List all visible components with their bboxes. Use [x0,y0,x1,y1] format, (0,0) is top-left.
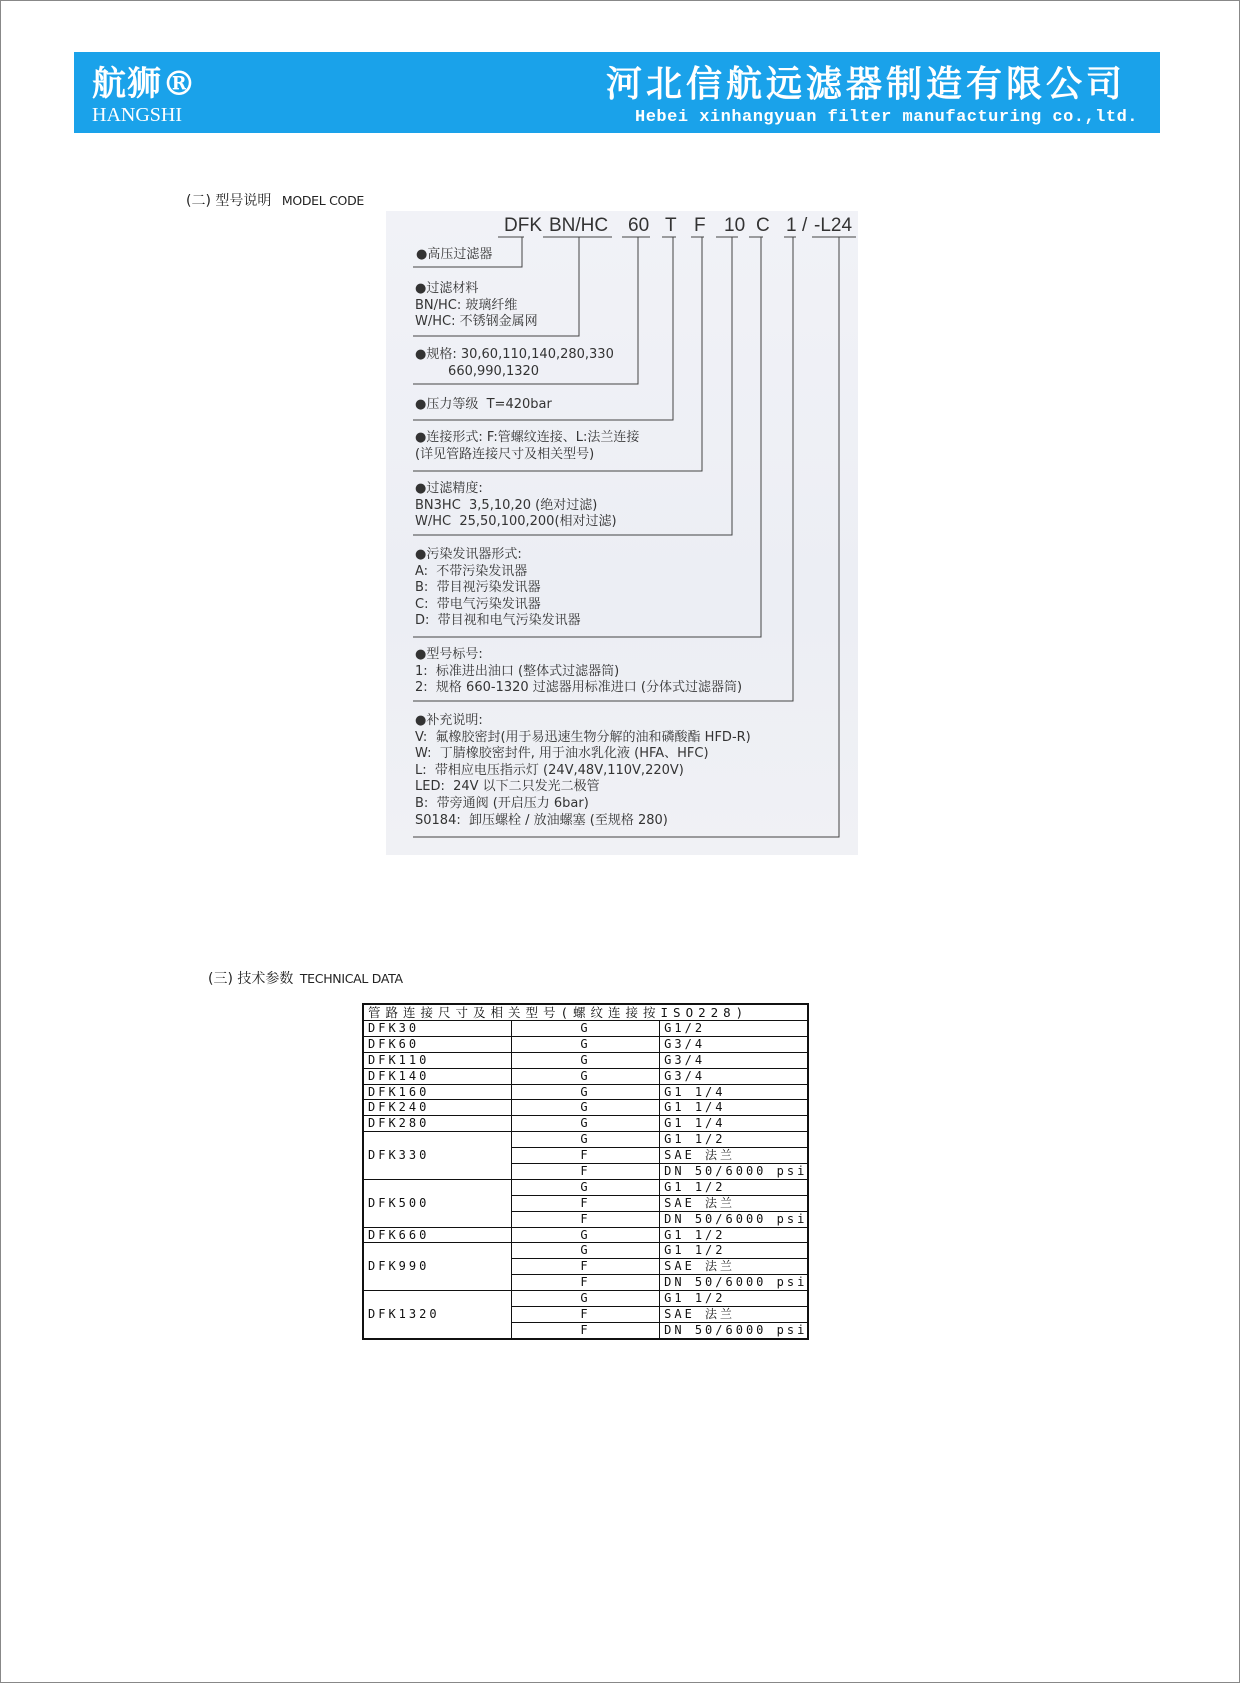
code-group-pressure [415,397,552,414]
technical-data-heading-cn: (三) 技术参数 [208,971,294,987]
spec-cell: DN 50/6000 psi [660,1322,808,1338]
spec-cell: DN 50/6000 psi [660,1164,808,1180]
thread-type-cell: G [511,1021,659,1037]
model-cell: DFK160 [363,1084,511,1100]
table-row [363,1084,808,1100]
group-line: ●规格: 30,60,110,140,280,330 [415,347,614,362]
spec-cell: G3/4 [660,1052,808,1068]
group-line: ●补充说明: [415,713,483,728]
group-line: 2: 规格 660-1320 过滤器用标准进口 (分体式过滤器筒) [415,680,743,696]
table-row [363,1068,808,1084]
connection-table [362,1003,809,1340]
table-row [363,1036,808,1052]
thread-type-cell: F [511,1259,659,1275]
thread-type-cell: F [511,1275,659,1291]
thread-type-cell: G [511,1243,659,1259]
code-group-connection [415,430,639,463]
code-group-precision [415,481,617,531]
table-row [363,1227,808,1243]
spec-cell: G3/4 [660,1036,808,1052]
model-cell: DFK330 [363,1132,511,1180]
model-cell: DFK660 [363,1227,511,1243]
code-group-material [415,281,538,331]
spec-cell: DN 50/6000 psi [660,1275,808,1291]
code-part-pressure: T [665,215,677,236]
model-cell: DFK60 [363,1036,511,1052]
thread-type-cell: G [511,1100,659,1116]
group-line: S0184: 卸压螺栓 / 放油螺塞 (至规格 280) [415,812,668,828]
model-cell: DFK990 [363,1243,511,1291]
code-part-extra: -L24 [814,215,853,236]
group-line: ●过滤材料 [415,281,479,296]
table-row [363,1291,808,1307]
table-row [363,1179,808,1195]
group-line: ●连接形式: F:管螺纹连接、L:法兰连接 [415,430,640,445]
group-line: B: 带目视污染发讯器 [415,580,541,596]
thread-type-cell: G [511,1068,659,1084]
group-line: V: 氟橡胶密封(用于易迅速生物分解的油和磷酸酯 HFD-R) [415,729,751,745]
group-line: (详见管路连接尺寸及相关型号) [415,446,595,462]
model-cell: DFK240 [363,1100,511,1116]
spec-cell: DN 50/6000 psi [660,1211,808,1227]
code-group-filter-type [416,247,492,264]
group-line: W: 丁腈橡胶密封件, 用于油水乳化液 (HFA、HFC) [415,746,709,762]
brand-name-en: HANGSHI [92,104,182,126]
thread-type-cell: G [511,1227,659,1243]
group-line: A: 不带污染发讯器 [415,563,528,579]
group-line: ●型号标号: [415,647,483,662]
model-cell: DFK110 [363,1052,511,1068]
spec-cell: G1/2 [660,1021,808,1037]
group-line: 660,990,1320 [415,363,540,379]
model-cell: DFK30 [363,1021,511,1037]
table-row [363,1021,808,1037]
model-cell: DFK140 [363,1068,511,1084]
header-banner [74,52,1160,133]
thread-type-cell: F [511,1211,659,1227]
thread-type-cell: F [511,1164,659,1180]
thread-type-cell: G [511,1132,659,1148]
model-cell: DFK500 [363,1179,511,1227]
group-line: ●污染发讯器形式: [415,547,522,562]
model-cell: DFK1320 [363,1291,511,1339]
spec-cell: G1 1/2 [660,1291,808,1307]
code-part-separator: / [802,215,808,236]
code-part-indicator: C [756,215,770,236]
group-line: W/HC: 不锈钢金属网 [415,314,538,330]
spec-cell: SAE 法兰 [660,1148,808,1164]
thread-type-cell: G [511,1116,659,1132]
group-line: C: 带电气污染发讯器 [415,596,541,612]
thread-type-cell: G [511,1084,659,1100]
model-code-diagram [386,211,858,855]
table-title: 管路连接尺寸及相关型号(螺纹连接按ISO228) [363,1004,808,1021]
thread-type-cell: F [511,1307,659,1323]
company-name-en: Hebei xinhangyuan filter manufacturing co.,ltd. [635,108,1138,127]
spec-cell: G3/4 [660,1068,808,1084]
spec-cell: G1 1/2 [660,1179,808,1195]
table-row [363,1243,808,1259]
company-name-cn: 河北信航远滤器制造有限公司 [605,63,1126,105]
spec-cell: SAE 法兰 [660,1307,808,1323]
group-line: 1: 标准进出油口 (整体式过滤器筒) [415,663,620,679]
spec-cell: G1 1/2 [660,1243,808,1259]
code-group-indicator [415,547,581,630]
thread-type-cell: G [511,1291,659,1307]
group-line: ●高压过滤器 [416,247,493,262]
model-cell: DFK280 [363,1116,511,1132]
code-part-size: 60 [628,215,650,236]
spec-cell: G1 1/4 [660,1116,808,1132]
thread-type-cell: F [511,1322,659,1338]
table-row [363,1100,808,1116]
table-body [363,1021,808,1339]
code-part-precision: 10 [724,215,746,236]
table-row [363,1052,808,1068]
model-code-heading-en: MODEL CODE [281,193,365,208]
group-line: D: 带目视和电气污染发讯器 [415,613,581,629]
technical-data-heading [208,968,403,988]
code-part-material: BN/HC [549,215,609,236]
group-line: BN/HC: 玻璃纤维 [415,297,518,313]
brand-name-cn: 航狮® [92,64,197,104]
code-group-supplement [415,713,751,829]
code-part-connection: F [694,215,706,236]
group-line: ●过滤精度: [415,481,483,496]
spec-cell: G1 1/4 [660,1100,808,1116]
spec-cell: G1 1/4 [660,1084,808,1100]
spec-cell: G1 1/2 [660,1227,808,1243]
thread-type-cell: G [511,1036,659,1052]
technical-data-heading-en: TECHNICAL DATA [299,971,403,986]
spec-cell: G1 1/2 [660,1132,808,1148]
code-part-number: 1 [786,215,797,236]
thread-type-cell: G [511,1052,659,1068]
group-line: W/HC 25,50,100,200(相对过滤) [415,514,617,530]
spec-cell: SAE 法兰 [660,1195,808,1211]
code-group-number [415,647,742,697]
code-part-series: DFK [504,215,542,236]
group-line: L: 带相应电压指示灯 (24V,48V,110V,220V) [415,762,684,778]
group-line: B: 带旁通阀 (开启压力 6bar) [415,795,589,811]
spec-cell: SAE 法兰 [660,1259,808,1275]
thread-type-cell: G [511,1179,659,1195]
table-row [363,1132,808,1148]
model-code-heading [186,190,364,210]
group-line: ●压力等级 T=420bar [415,397,552,412]
group-line: LED: 24V 以下二只发光二极管 [415,779,600,795]
code-group-size [415,347,614,380]
model-code-heading-cn: (二) 型号说明 [186,193,272,209]
table-row [363,1116,808,1132]
table-title-row [363,1004,808,1021]
thread-type-cell: F [511,1148,659,1164]
thread-type-cell: F [511,1195,659,1211]
group-line: BN3HC 3,5,10,20 (绝对过滤) [415,497,598,513]
